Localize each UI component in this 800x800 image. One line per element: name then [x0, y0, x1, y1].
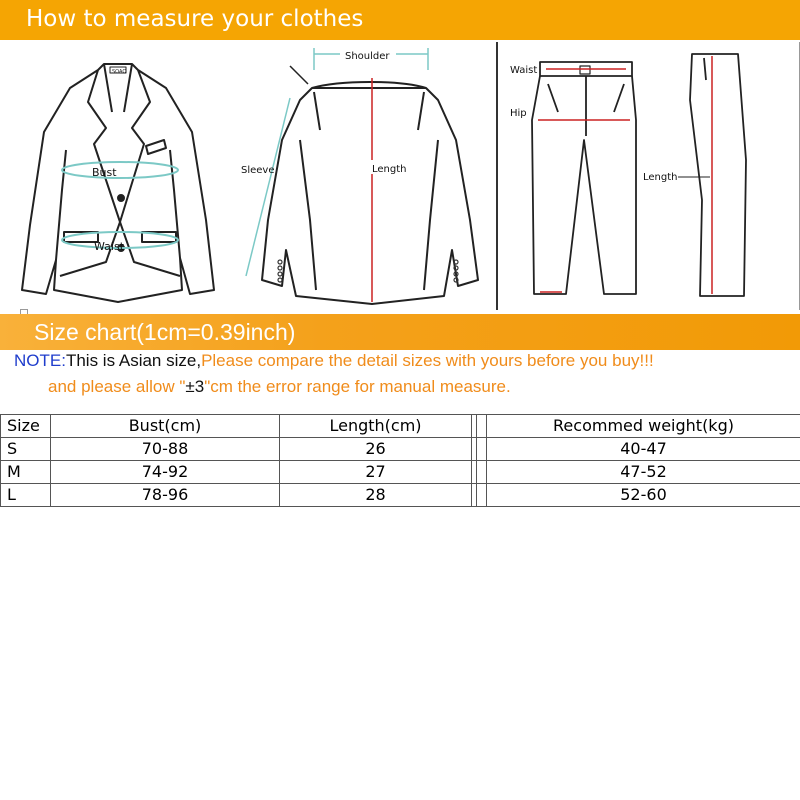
size-chart-banner	[0, 314, 800, 350]
waist-label-pants: Waist	[510, 65, 538, 76]
table-row	[1, 461, 800, 484]
cell-weight: 47-52	[487, 461, 800, 484]
cell-weight: 52-60	[487, 484, 800, 507]
note-line-2	[48, 376, 511, 398]
header-length: Length(cm)	[280, 415, 472, 438]
cell-size: L	[1, 484, 51, 507]
jacket-front-measure-lines	[62, 162, 178, 248]
cell-length: 28	[280, 484, 472, 507]
cell-length: 27	[280, 461, 472, 484]
cell-size: M	[1, 461, 51, 484]
cell-bust: 74-92	[51, 461, 280, 484]
jacket-front-illustration	[22, 64, 214, 302]
note-line-1	[14, 350, 654, 372]
note-error-range: "cm the error range for manual measure.	[204, 377, 511, 396]
jacket-back-illustration	[262, 82, 478, 304]
note-asian-size: This is Asian size,	[65, 351, 202, 370]
header-title: How to measure your clothes	[26, 6, 364, 32]
length-label-pants: Length	[643, 172, 678, 183]
length-label-jacket: Length	[372, 164, 407, 175]
cell-weight: 40-47	[487, 438, 800, 461]
measurement-illustrations	[0, 40, 800, 312]
pants-front-measure-lines	[538, 69, 630, 292]
sleeve-buttons	[278, 260, 458, 282]
note-label: NOTE:	[14, 351, 66, 370]
cell-length: 26	[280, 438, 472, 461]
table-row	[1, 438, 800, 461]
cell-spacer	[477, 438, 487, 461]
bust-label: Bust	[92, 166, 117, 179]
shoulder-label: Shoulder	[345, 51, 390, 62]
table-header-row	[1, 415, 800, 438]
hip-label: Hip	[510, 108, 527, 119]
note-tolerance: ±3	[185, 377, 205, 396]
size-table	[0, 414, 800, 507]
size-chart-title: Size chart(1cm=0.39inch)	[34, 319, 296, 345]
header-weight: Recommed weight(kg)	[487, 415, 800, 438]
pants-side-illustration	[690, 54, 746, 296]
table-row	[1, 484, 800, 507]
note-allow: and please allow "	[48, 377, 186, 396]
header-spacer-2	[477, 415, 487, 438]
cell-bust: 70-88	[51, 438, 280, 461]
jacket-tag-text: SOAO	[112, 69, 127, 75]
sleeve-label: Sleeve	[241, 165, 275, 176]
header-bust: Bust(cm)	[51, 415, 280, 438]
note-compare: Please compare the detail sizes with yours before you buy!!!	[201, 351, 654, 370]
cell-size: S	[1, 438, 51, 461]
cell-spacer	[477, 461, 487, 484]
header-size: Size	[1, 415, 51, 438]
waist-label: Waist	[94, 240, 125, 253]
cell-spacer	[477, 484, 487, 507]
pants-front-illustration	[532, 62, 636, 294]
cell-bust: 78-96	[51, 484, 280, 507]
header-banner	[0, 0, 800, 40]
